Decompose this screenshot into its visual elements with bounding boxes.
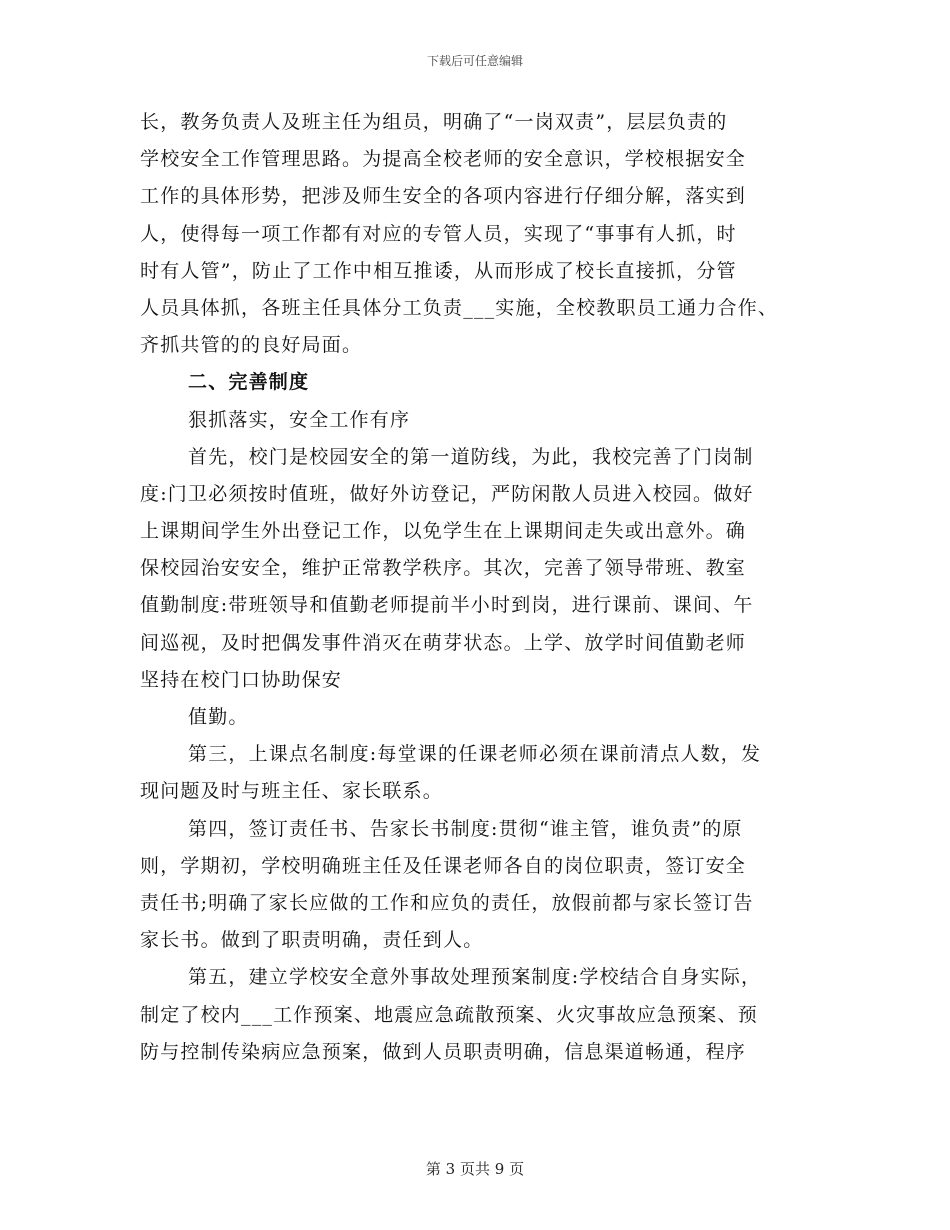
- text-line: 上课期间学生外出登记工作，以免学生在上课期间走失或出意外。确: [140, 520, 747, 543]
- text-line: 现问题及时与班主任、家长联系。: [140, 780, 444, 803]
- document-body: [140, 104, 820, 1071]
- text-line: 防与控制传染病应急预案，做到人员职责明确，信息渠道畅通，程序: [140, 1040, 747, 1063]
- text-line: 保校园治安安全，维护正常教学秩序。其次，完善了领导带班、教室: [140, 557, 747, 580]
- text-line: 长，教务负责人及班主任为组员，明确了“一岗双责”，层层负责的: [140, 111, 728, 133]
- text-line: 时有人管”，防止了工作中相互推诿，从而形成了校长直接抓，分管: [140, 259, 737, 282]
- text-line: 第四，签订责任书、告家长书制度:贯彻“谁主管，谁负责”的原: [188, 817, 743, 840]
- text-line: 则，学期初，学校明确班主任及任课老师各自的岗位职责，签订安全: [140, 854, 747, 877]
- text-line: 第三，上课点名制度:每堂课的任课老师必须在课前清点人数，发: [188, 743, 762, 766]
- text-line: 间巡视，及时把偶发事件消灭在萌芽状态。上学、放学时间值勤老师: [140, 631, 747, 654]
- text-line: 坚持在校门口协助保安: [140, 668, 343, 691]
- section-heading: 二、完善制度: [188, 371, 310, 394]
- text-line: 学校安全工作管理思路。为提高全校老师的安全意识，学校根据安全: [140, 148, 747, 171]
- text-line: 狠抓落实，安全工作有序: [188, 408, 411, 431]
- text-line: 首先，校门是校园安全的第一道防线，为此，我校完善了门岗制: [188, 445, 754, 468]
- text-line: 家长书。做到了职责明确，责任到人。: [140, 929, 484, 952]
- text-line: 制定了校内___工作预案、地震应急疏散预案、火灾事故应急预案、预: [140, 1003, 758, 1026]
- text-line: 齐抓共管的的良好局面。: [140, 334, 363, 357]
- text-line: 工作的具体形势，把涉及师生安全的各项内容进行仔细分解，落实到: [140, 185, 747, 208]
- text-line: 第五，建立学校安全意外事故处理预案制度:学校结合自身实际，: [188, 966, 762, 989]
- page-footer: 第 3 页共 9 页: [425, 1160, 525, 1178]
- text-line: 值勤制度:带班领导和值勤老师提前半小时到岗，进行课前、课间、午: [140, 594, 754, 617]
- page-header: 下载后可任意编辑: [426, 54, 523, 68]
- text-line: 人员具体抓，各班主任具体分工负责___实施，全校教职员工通力合作、: [140, 296, 779, 319]
- text-line: 责任书;明确了家长应做的工作和应负的责任，放假前都与家长签订告: [140, 891, 754, 914]
- text-line: 人，使得每一项工作都有对应的专管人员，实现了“事事有人抓，时: [140, 222, 737, 245]
- text-line: 值勤。: [188, 706, 249, 728]
- text-line: 度:门卫必须按时值班，做好外访登记，严防闲散人员进入校园。做好: [140, 482, 754, 505]
